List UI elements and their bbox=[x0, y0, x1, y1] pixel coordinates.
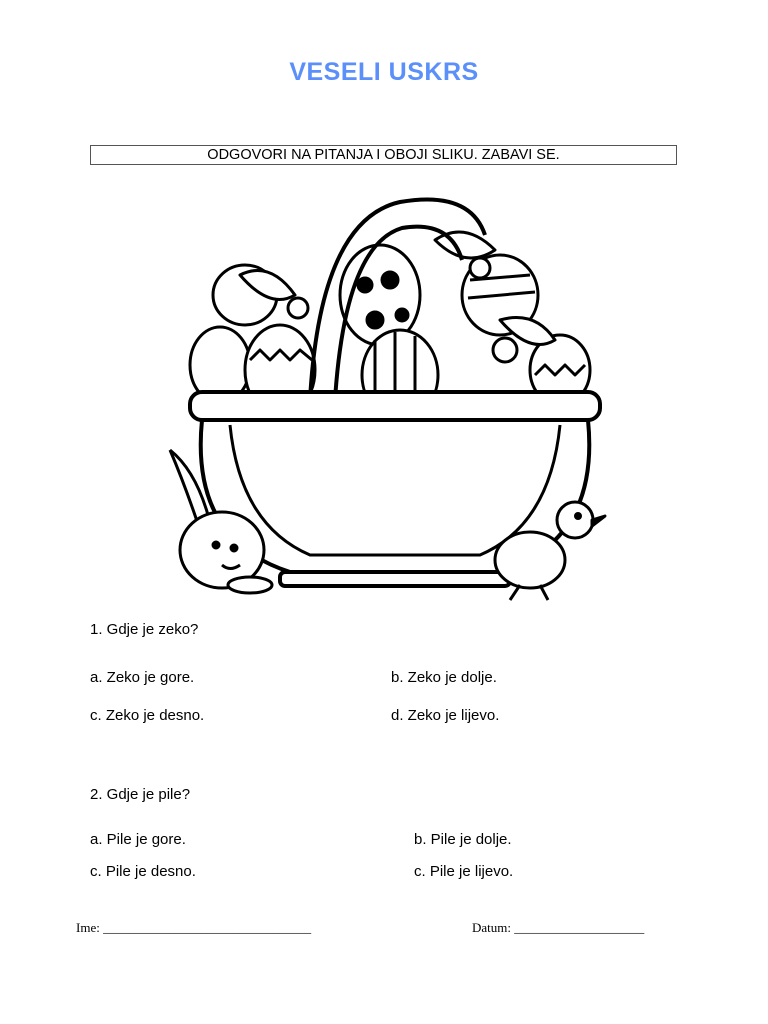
q2-answer-b: b. Pile je dolje. bbox=[414, 831, 512, 848]
q1-answer-c: c. Zeko je desno. bbox=[90, 707, 205, 724]
q1-answer-a: a. Zeko je gore. bbox=[90, 669, 195, 686]
chick-head bbox=[557, 502, 593, 538]
instruction-box: ODGOVORI NA PITANJA I OBOJI SLIKU. ZABAVI SE. bbox=[90, 145, 677, 165]
bunny-ear bbox=[170, 450, 200, 530]
date-field: Datum: ____________________ bbox=[472, 920, 645, 935]
q1-answer-b: b. Zeko je dolje. bbox=[391, 669, 497, 686]
q2-answer-d: c. Pile je lijevo. bbox=[414, 863, 514, 880]
question-2: 2. Gdje je pile? bbox=[90, 786, 191, 803]
chick-body bbox=[495, 532, 565, 588]
easter-basket-illustration bbox=[150, 180, 620, 610]
q1-answer-d: d. Zeko je lijevo. bbox=[391, 707, 500, 724]
name-field: Ime: ________________________________ bbox=[76, 920, 312, 935]
q2-answer-c: c. Pile je desno. bbox=[90, 863, 196, 880]
worksheet-title: VESELI USKRS bbox=[289, 58, 479, 86]
question-1: 1. Gdje je zeko? bbox=[90, 621, 199, 638]
q2-answer-a: a. Pile je gore. bbox=[90, 831, 186, 848]
basket-drawing bbox=[150, 180, 620, 610]
